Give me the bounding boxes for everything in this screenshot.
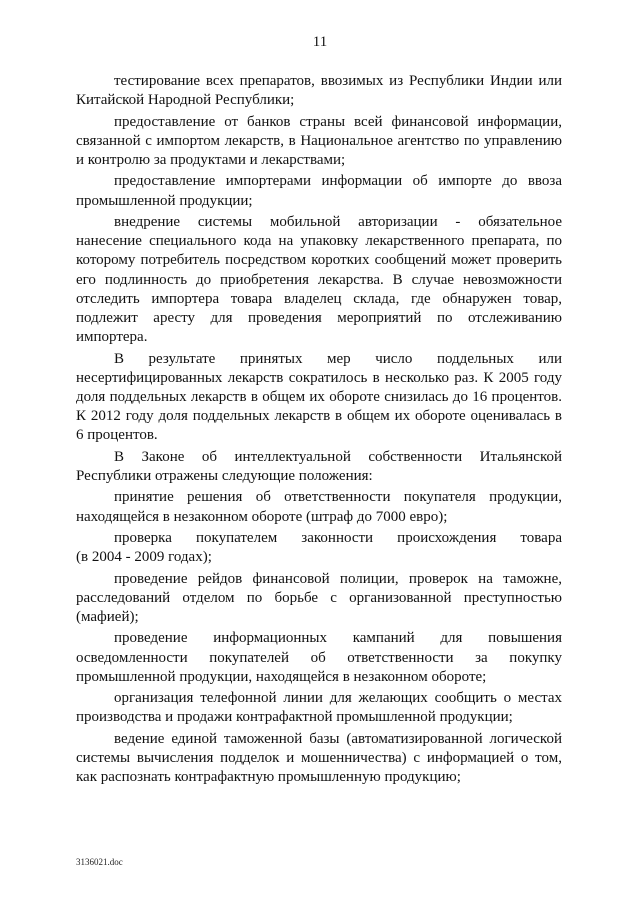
text-line: связанной с импортом лекарств, в Национальное агентство по управлению xyxy=(76,132,562,149)
paragraph xyxy=(76,72,562,110)
text-line: тестирование всех препаратов, ввозимых из Республики Индии или xyxy=(114,73,562,89)
text-line: Китайской Народной Республики; xyxy=(76,92,295,109)
text-line: подлежит аресту для проведения мероприятий по отслеживанию xyxy=(76,310,562,326)
text-line: предоставление от банков страны всей финансовой информации, xyxy=(114,113,562,130)
paragraph xyxy=(76,730,562,788)
paragraph xyxy=(76,350,562,446)
text-line: как распознать контрафактную промышленную продукцию; xyxy=(76,769,461,786)
text-line: проведение информационных кампаний для повышения xyxy=(114,630,562,647)
text-line: отследить импортера товара владелец склада, где обнаружен товар, xyxy=(76,290,562,307)
paragraph xyxy=(76,689,562,727)
text-line: Республики отражены следующие положения: xyxy=(76,468,373,484)
text-line: несертифицированных лекарств сократилось в несколько раз. К 2005 году xyxy=(76,369,562,386)
text-line: расследований отделом по борьбе с организованной преступностью xyxy=(76,589,562,606)
text-line: В результате принятых мер число поддельных или xyxy=(114,350,562,367)
text-line: (мафией); xyxy=(76,608,139,625)
paragraph xyxy=(76,629,562,687)
text-line: доля поддельных лекарств в общем их обороте снизилась до 16 процентов. xyxy=(76,389,562,405)
paragraph xyxy=(76,113,562,171)
paragraph xyxy=(76,172,562,210)
text-line: импортера. xyxy=(76,329,148,346)
text-line: проведение рейдов финансовой полиции, проверок на таможне, xyxy=(114,570,562,587)
text-line: находящейся в незаконном обороте (штраф до 7000 евро); xyxy=(76,508,448,525)
document-body xyxy=(76,72,562,790)
text-line: предоставление импортерами информации об импорте до ввоза xyxy=(114,173,562,190)
text-line: осведомленности покупателей об ответственности за покупку xyxy=(76,649,562,666)
text-line: проверка покупателем законности происхождения товара xyxy=(114,529,562,546)
text-line: (в 2004 - 2009 годах); xyxy=(76,549,212,566)
text-line: которому потребитель посредством коротких сообщений может проверить xyxy=(76,252,562,269)
text-line: нанесение специального кода на упаковку лекарственного препарата, по xyxy=(76,233,562,250)
text-line: принятие решения об ответственности покупателя продукции, xyxy=(114,489,562,506)
text-line: и контролю за продуктами и лекарствами; xyxy=(76,152,346,168)
text-line: его подлинность до приобретения лекарства. В случае невозможности xyxy=(76,271,562,288)
text-line: промышленной продукции; xyxy=(76,192,253,209)
text-line: системы вычисления подделок и мошенничества) с информацией о том, xyxy=(76,749,562,766)
text-line: В Законе об интеллектуальной собственности Итальянской xyxy=(114,448,562,465)
paragraph xyxy=(76,529,562,567)
paragraph xyxy=(76,448,562,486)
text-line: производства и продажи контрафактной промышленной продукции; xyxy=(76,709,513,726)
text-line: 6 процентов. xyxy=(76,427,158,444)
paragraph xyxy=(76,570,562,628)
page-number: 11 xyxy=(312,34,328,50)
text-line: организация телефонной линии для желающих сообщить о местах xyxy=(114,690,562,707)
text-line: внедрение системы мобильной авторизации - обязательное xyxy=(114,213,562,230)
text-line: К 2012 году доля поддельных лекарств в общем их обороте оценивалась в xyxy=(76,408,562,425)
file-name-footer: 3136021.doc xyxy=(76,857,123,867)
text-line: ведение единой таможенной базы (автоматизированной логической xyxy=(114,730,562,747)
paragraph xyxy=(76,213,562,347)
text-line: промышленной продукции, находящейся в незаконном обороте; xyxy=(76,668,487,685)
paragraph xyxy=(76,488,562,526)
